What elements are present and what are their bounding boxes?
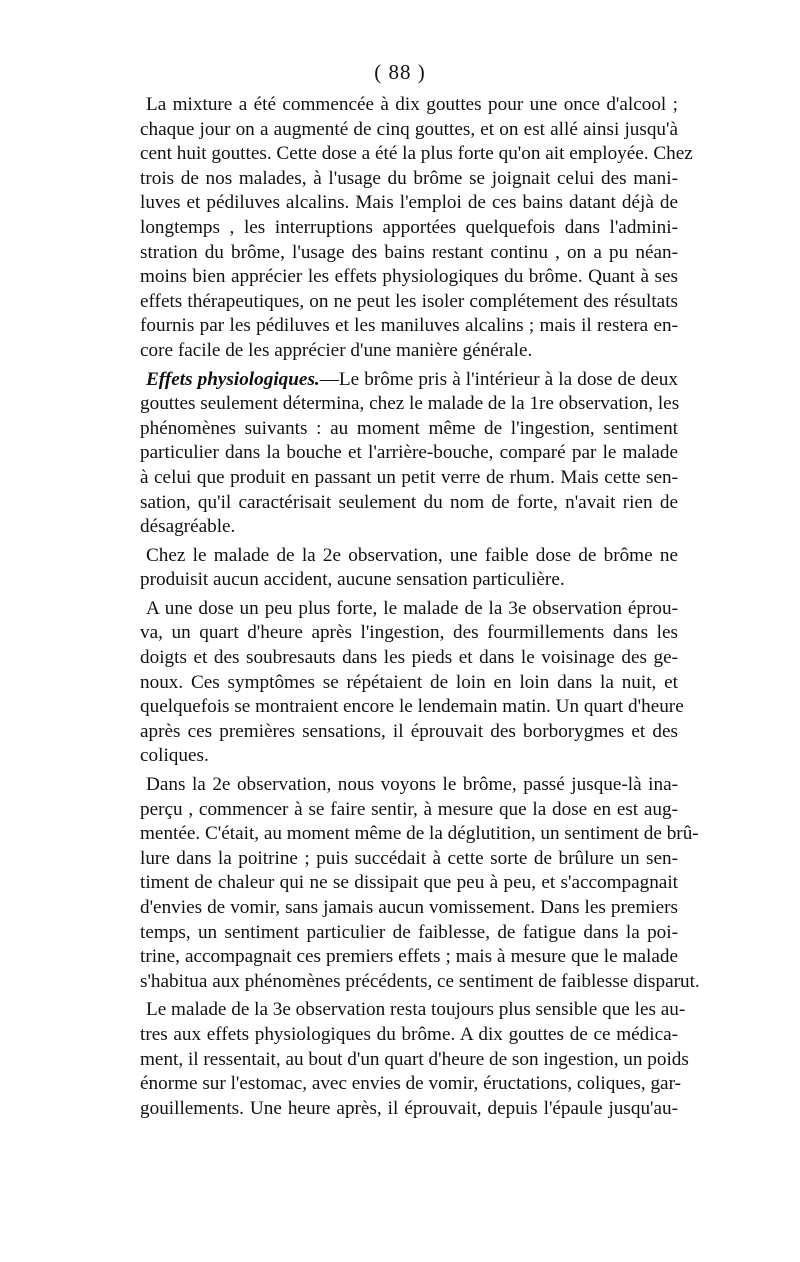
text-line: particulier dans la bouche et l'arrière-bouche, comparé par le malade: [140, 442, 678, 464]
text-line: temps, un sentiment particulier de faiblesse, de fatigue dans la poi-: [140, 921, 678, 943]
section-heading: Effets physiologiques.: [146, 368, 320, 390]
text-line: tres aux effets physiologiques du brôme. A dix gouttes de ce médica-: [140, 1023, 678, 1045]
text-line: quelquefois se montraient encore le lendemain matin. Un quart d'heure: [140, 696, 684, 718]
paragraph-6: [140, 998, 689, 1121]
paragraph-3: [140, 544, 678, 593]
text-line: produisit aucun accident, aucune sensation particulière.: [140, 569, 565, 591]
text-line: noux. Ces symptômes se répétaient de loin en loin dans la nuit, et: [140, 671, 678, 693]
text-line: stration du brôme, l'usage des bains restant continu , on a pu néan-: [140, 241, 678, 263]
text-line: doigts et des soubresauts dans les pieds et dans le voisinage des ge-: [140, 647, 678, 669]
text-line: phénomènes suivants : au moment même de l'ingestion, sentiment: [140, 417, 678, 439]
paragraph-1: [140, 93, 693, 364]
text-line: mentée. C'était, au moment même de la déglutition, un sentiment de brû-: [140, 823, 699, 845]
text-line: gouillements. Une heure après, il éprouvait, depuis l'épaule jusqu'au-: [140, 1097, 678, 1119]
text-line: ment, il ressentait, au bout d'un quart d'heure de son ingestion, un poids: [140, 1048, 689, 1070]
text-line: va, un quart d'heure après l'ingestion, des fourmillements dans les: [140, 622, 678, 644]
text-line: core facile de les apprécier d'une manière générale.: [140, 339, 533, 361]
text-line: longtemps , les interruptions apportées quelquefois dans l'admini-: [140, 216, 678, 238]
text-line: La mixture a été commencée à dix gouttes pour une once d'alcool ;: [146, 94, 678, 115]
text-line: d'envies de vomir, sans jamais aucun vomissement. Dans les premiers: [140, 897, 678, 918]
text-line: gouttes seulement détermina, chez le malade de la 1re observation, les: [140, 393, 680, 415]
text-line: timent de chaleur qui ne se dissipait que peu à peu, et s'accompagnait: [140, 872, 678, 894]
text-line: trine, accompagnait ces premiers effets ; mais à mesure que le malade: [140, 946, 678, 968]
paragraph-5: [140, 773, 700, 994]
text-line: lure dans la poitrine ; puis succédait à cette sorte de brûlure un sen-: [140, 847, 678, 869]
text-line: s'habitua aux phénomènes précédents, ce sentiment de faiblesse disparut.: [140, 970, 700, 992]
text-line: à celui que produit en passant un petit verre de rhum. Mais cette sen-: [140, 466, 678, 488]
text-line: énorme sur l'estomac, avec envies de vomir, éructations, coliques, gar-: [140, 1073, 681, 1095]
text-line: Le malade de la 3e observation resta toujours plus sensible que les au-: [146, 999, 686, 1021]
text-line: après ces premières sensations, il éprouvait des borborygmes et des: [140, 720, 678, 742]
text-line: cent huit gouttes. Cette dose a été la plus forte qu'on ait employée. Chez: [140, 143, 693, 165]
text-line: perçu , commencer à se faire sentir, à mesure que la dose en est aug-: [140, 798, 678, 820]
text-line: [140, 368, 678, 393]
text-line: Dans la 2e observation, nous voyons le brôme, passé jusque-là ina-: [146, 774, 678, 796]
paragraph-2: [140, 368, 678, 540]
text-line: moins bien apprécier les effets physiologiques du brôme. Quant à ses: [140, 266, 678, 288]
text-line: fournis par les pédiluves et les maniluves alcalins ; mais il restera en-: [140, 315, 678, 337]
text-line: chaque jour on a augmenté de cinq gouttes, et on est allé ainsi jusqu'à: [140, 118, 678, 140]
body-text: [140, 93, 700, 1125]
text-line: trois de nos malades, à l'usage du brôme se joignait celui des mani-: [140, 167, 678, 189]
page-number: ( 88 ): [374, 60, 426, 84]
text-line: effets thérapeutiques, on ne peut les isoler complétement des résultats: [140, 290, 678, 312]
paragraph-4: [140, 597, 684, 769]
text-line: désagréable.: [140, 516, 236, 538]
text-line: coliques.: [140, 745, 209, 767]
heading-continuation: —Le brôme pris à l'intérieur à la dose de deux: [319, 368, 678, 390]
text-line: sation, qu'il caractérisait seulement du nom de forte, n'avait rien de: [140, 491, 678, 513]
text-line: luves et pédiluves alcalins. Mais l'emploi de ces bains datant déjà de: [140, 192, 678, 214]
text-line: Chez le malade de la 2e observation, une faible dose de brôme ne: [146, 544, 678, 566]
text-line: A une dose un peu plus forte, le malade de la 3e observation éprou-: [146, 597, 678, 619]
